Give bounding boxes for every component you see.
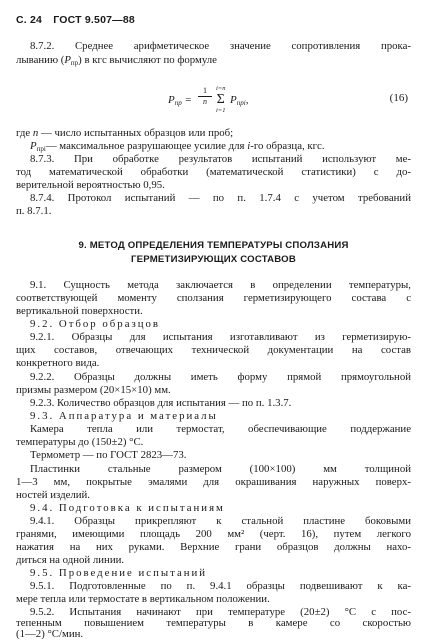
text-line (30, 580, 411, 593)
text-span: диться на одной линии. (16, 554, 125, 566)
text-span: нажатия на них руками. Верхние грани образцов должны нахо- (16, 541, 411, 553)
text-span: -го образца, кгс. (250, 140, 325, 152)
text-line (16, 554, 124, 567)
text-line (30, 463, 411, 476)
text-line (16, 384, 171, 397)
text-span: мере тепла или термостате в вертикальном положении. (16, 593, 270, 605)
text-line (16, 489, 90, 502)
text-line (16, 628, 83, 641)
text-span: Пластинки стальные размером (100×100) мм толщиной (30, 463, 411, 475)
formula-fraction (198, 86, 212, 107)
text-line (16, 205, 51, 218)
symbol-n: n (32, 127, 39, 139)
text-line (16, 436, 143, 449)
text-span: конкретного вида. (16, 357, 100, 369)
symbol-p: P (64, 54, 71, 66)
fraction-numerator: 1 (198, 86, 212, 97)
text-span: п. 8.7.1. (16, 205, 52, 217)
subsection-heading (30, 410, 218, 423)
text-line (30, 449, 186, 462)
page-number: С. 24 (16, 14, 43, 26)
subsection-heading (30, 567, 207, 580)
text-line (30, 423, 411, 436)
fraction-denominator: n (203, 97, 207, 106)
page-header (16, 14, 135, 26)
text-span: 9.4.1. Образцы прикрепляют к стальной пластине боковыми (30, 515, 411, 527)
section-heading: 9. МЕТОД ОПРЕДЕЛЕНИЯ ТЕМПЕРАТУРЫ СПОЛЗАНИЯ (78, 240, 349, 251)
text-span: 9.4. Подготовка к испытаниям (30, 502, 225, 514)
text-line (16, 127, 233, 140)
text-span: лыванию ( (16, 54, 65, 66)
formula-lhs: $P_{пр}$ = (168, 94, 192, 107)
text-span: 9.2.2. Образцы должны иметь форму прямой прямоугольной (30, 371, 411, 383)
text-span: гранями, имеющими площадь 200 мм² (черт. 16), путем легкого (16, 528, 411, 540)
text-span: 9.5.1. Подготовленные по п. 9.4.1 образцы подвешивают к ка- (30, 580, 411, 592)
text-span: температуры до (150±2) °С. (16, 436, 144, 448)
subsection-heading (30, 318, 160, 331)
text-line (16, 528, 411, 541)
text-line (30, 397, 291, 410)
formula-16 (168, 86, 408, 116)
text-span: 1—3 мм, покрытые эмалями для окрашивания наружных поверх- (16, 476, 411, 488)
text-span: 9.1. Сущность метода заключается в определении температуры, (30, 279, 411, 291)
subscript: пр (70, 59, 79, 67)
equation-number: (16) (389, 92, 408, 104)
text-span: тод математической обработки (математической статистики) с до- (16, 166, 411, 178)
text-line (30, 515, 411, 528)
symbol-i: i (247, 140, 251, 152)
text-line (30, 40, 411, 53)
text-span: верительной вероятностью 0,95. (16, 179, 165, 191)
text-line (30, 279, 411, 292)
text-line (16, 54, 217, 70)
sum-upper-limit: i=n (216, 85, 226, 92)
text-line (16, 541, 411, 554)
text-span: — максимальное разрушающее усилие для (45, 140, 248, 152)
text-span: тепенным повышением температуры в камере со скоростью (16, 617, 411, 629)
text-span: щих составов, отвечающих технической документации на состав (16, 344, 411, 356)
summation-sign: i=n Σ i=1 (216, 85, 226, 114)
subscript: прi (36, 145, 46, 153)
symbol-p: P (30, 140, 37, 152)
text-span: 9.2.1. Образцы для испытания изготавливают из герметизирую- (30, 331, 411, 343)
text-span: — число испытанных образцов или проб; (38, 127, 234, 139)
text-span: призмы размером (20×15×10) мм. (16, 384, 171, 396)
text-line (16, 292, 411, 305)
text-span: 9.3. Аппаратура и материалы (30, 410, 218, 422)
text-line (16, 476, 411, 489)
text-span: 9.2.3. Количество образцов для испытания — по п. 1.3.7. (30, 397, 292, 409)
text-line (30, 331, 411, 344)
formula-term: $P_{прi}$, (230, 94, 249, 107)
text-span: 9.5.2. Испытания начинают при температуре (20±2) °С с пос- (30, 606, 411, 618)
text-line (16, 166, 411, 179)
text-line (16, 344, 411, 357)
section-heading: ГЕРМЕТИЗИРУЮЩИХ СОСТАВОВ (131, 254, 296, 265)
text-span: ностей изделий. (16, 489, 91, 501)
text-span: Термометр — по ГОСТ 2823—73. (30, 449, 187, 461)
text-span: (1—2) °С/мин. (16, 628, 84, 640)
text-span: где (16, 127, 33, 139)
text-span: соответствующей моменту сползания герметизирующего состава с (16, 292, 411, 304)
text-line (16, 305, 143, 318)
sum-lower-limit: i=1 (216, 107, 226, 114)
document-number: ГОСТ 9.507—88 (53, 14, 135, 26)
text-span: 9.2. Отбор образцов (30, 318, 161, 330)
text-span: Камера тепла или термостат, обеспечивающие поддержание (30, 423, 411, 435)
text-line (30, 371, 411, 384)
text-span: 8.7.4. Протокол испытаний — по п. 1.7.4 с учетом требований (30, 192, 411, 204)
text-line (16, 179, 165, 192)
text-line (30, 192, 411, 205)
text-line (16, 593, 270, 606)
text-span: 9.5. Проведение испытаний (30, 567, 208, 579)
subsection-heading (30, 502, 225, 515)
text-span: ) в кгс вычисляют по формуле (78, 54, 217, 66)
text-span: 8.7.2. Среднее арифметическое значение сопротивления прока- (30, 40, 411, 52)
text-span: вертикальной поверхности. (16, 305, 143, 317)
text-line (30, 153, 411, 166)
text-span: 8.7.3. При обработке результатов испытаний используют ме- (30, 153, 411, 165)
text-line (16, 357, 99, 370)
